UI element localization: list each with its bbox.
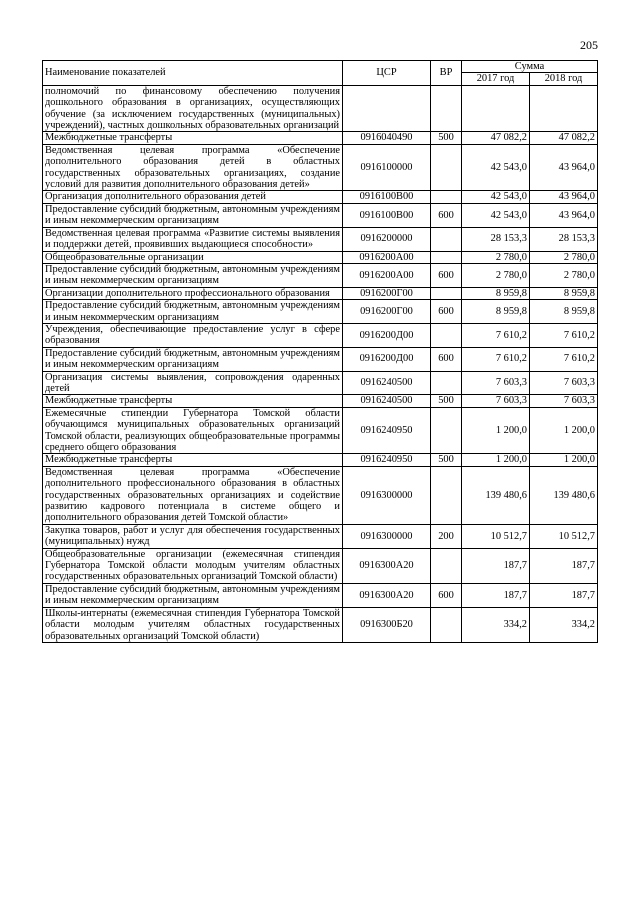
row-csr: 0916100В00 [343,191,431,203]
row-csr: 0916200А00 [343,263,431,287]
header-row-1 [43,61,598,73]
row-name: Закупка товаров, работ и услуг для обеспечения государственных (муниципальных) нужд [43,524,343,548]
row-csr: 0916100В00 [343,203,431,227]
row-vr: 200 [431,524,462,548]
row-vr [431,85,462,132]
row-csr: 0916200А00 [343,251,431,263]
row-vr [431,323,462,347]
row-name: Межбюджетные трансферты [43,395,343,407]
row-sum-2018: 43 964,0 [530,203,598,227]
row-sum-2017 [462,85,530,132]
header-vr: ВР [431,61,462,86]
row-sum-2017: 8 959,8 [462,287,530,299]
row-vr: 600 [431,300,462,324]
row-sum-2018: 43 964,0 [530,191,598,203]
row-name: Ведомственная целевая программа «Обеспечение дополнительного образования детей в областных государственных образовательных организациях, создание условий для развития дополнительного образования детей» [43,144,343,191]
row-sum-2017: 7 610,2 [462,323,530,347]
row-vr: 500 [431,395,462,407]
row-name: Предоставление субсидий бюджетным, автономным учреждениям и иным некоммерческим организациям [43,263,343,287]
row-name: Организация системы выявления, сопровождения одаренных детей [43,371,343,395]
row-sum-2018: 7 603,3 [530,395,598,407]
row-sum-2017: 2 780,0 [462,263,530,287]
row-sum-2017: 47 082,2 [462,132,530,144]
row-sum-2018 [530,85,598,132]
row-vr [431,144,462,191]
row-sum-2017: 187,7 [462,548,530,583]
table-row [43,323,598,347]
row-name: Общеобразовательные организации [43,251,343,263]
table-row [43,263,598,287]
row-vr: 500 [431,454,462,466]
row-vr [431,548,462,583]
row-sum-2018: 187,7 [530,583,598,607]
row-vr [431,287,462,299]
row-sum-2018: 1 200,0 [530,407,598,454]
row-csr: 0916200Д00 [343,323,431,347]
row-name: Учреждения, обеспечивающие предоставление услуг в сфере образования [43,323,343,347]
table-body [43,85,598,642]
row-vr: 600 [431,347,462,371]
row-csr: 0916300000 [343,524,431,548]
row-sum-2017: 8 959,8 [462,300,530,324]
row-name: Общеобразовательные организации (ежемесячная стипендия Губернатора Томской области молодым учителям областных государственных образовательных организаций Томской области) [43,548,343,583]
row-sum-2018: 7 610,2 [530,323,598,347]
row-name: Организации дополнительного профессионального образования [43,287,343,299]
table-row [43,144,598,191]
row-csr: 0916300Б20 [343,607,431,642]
row-sum-2017: 187,7 [462,583,530,607]
row-sum-2018: 1 200,0 [530,454,598,466]
row-name: Межбюджетные трансферты [43,454,343,466]
row-sum-2017: 10 512,7 [462,524,530,548]
row-sum-2018: 8 959,8 [530,287,598,299]
table-row [43,466,598,524]
row-name: полномочий по финансовому обеспечению получения дошкольного образования в организациях, осуществляющих обучение (за исключением государственных (муниципальных) учреждений), частных дошкольных образовательных организаций [43,85,343,132]
row-sum-2018: 2 780,0 [530,263,598,287]
budget-table [42,60,598,643]
table-row [43,251,598,263]
row-name: Ежемесячные стипендии Губернатора Томской области обучающимся муниципальных образовательных организаций Томской области, реализующих общеобразовательные программы среднего общего образования [43,407,343,454]
row-name: Ведомственная целевая программа «Обеспечение дополнительного профессионального образования в областных государственных образовательных организациях и содействие развитию кадрового потенциала в системе общего и дополнительного образования детей Томской области» [43,466,343,524]
table-row [43,300,598,324]
table-row [43,583,598,607]
row-vr: 500 [431,132,462,144]
row-csr [343,85,431,132]
table-row [43,227,598,251]
row-sum-2018: 2 780,0 [530,251,598,263]
header-sum: Сумма [462,61,598,73]
table-row [43,371,598,395]
table-row [43,347,598,371]
row-sum-2017: 2 780,0 [462,251,530,263]
table-row [43,607,598,642]
table-row [43,191,598,203]
row-vr [431,466,462,524]
row-name: Ведомственная целевая программа «Развитие системы выявления и поддержки детей, проявивших выдающиеся способности» [43,227,343,251]
row-sum-2018: 7 603,3 [530,371,598,395]
row-name: Предоставление субсидий бюджетным, автономным учреждениям и иным некоммерческим организациям [43,583,343,607]
table-row [43,85,598,132]
row-sum-2017: 1 200,0 [462,407,530,454]
row-vr [431,251,462,263]
row-sum-2018: 7 610,2 [530,347,598,371]
row-name: Предоставление субсидий бюджетным, автономным учреждениям и иным некоммерческим организациям [43,347,343,371]
table-row [43,548,598,583]
row-name: Предоставление субсидий бюджетным, автономным учреждениям и иным некоммерческим организациям [43,203,343,227]
row-sum-2017: 7 610,2 [462,347,530,371]
row-name: Предоставление субсидий бюджетным, автономным учреждениям и иным некоммерческим организациям [43,300,343,324]
row-sum-2018: 10 512,7 [530,524,598,548]
row-csr: 0916300А20 [343,548,431,583]
row-csr: 0916300А20 [343,583,431,607]
header-year-2017: 2017 год [462,73,530,85]
row-csr: 0916200Д00 [343,347,431,371]
row-vr [431,407,462,454]
row-csr: 0916240500 [343,371,431,395]
row-vr: 600 [431,583,462,607]
row-csr: 0916100000 [343,144,431,191]
table-row [43,524,598,548]
row-sum-2017: 28 153,3 [462,227,530,251]
row-csr: 0916240950 [343,407,431,454]
row-name: Организация дополнительного образования детей [43,191,343,203]
row-vr [431,227,462,251]
row-vr [431,191,462,203]
row-vr [431,607,462,642]
row-sum-2018: 8 959,8 [530,300,598,324]
table-row [43,395,598,407]
row-sum-2017: 42 543,0 [462,144,530,191]
row-csr: 0916300000 [343,466,431,524]
row-sum-2017: 42 543,0 [462,191,530,203]
row-sum-2017: 1 200,0 [462,454,530,466]
row-vr [431,371,462,395]
row-vr: 600 [431,203,462,227]
row-sum-2018: 28 153,3 [530,227,598,251]
header-name: Наименование показателей [43,61,343,86]
row-sum-2018: 43 964,0 [530,144,598,191]
row-csr: 0916240950 [343,454,431,466]
table-row [43,132,598,144]
row-csr: 0916200Г00 [343,300,431,324]
page-number: 205 [580,38,598,52]
row-vr: 600 [431,263,462,287]
row-sum-2018: 139 480,6 [530,466,598,524]
row-sum-2018: 47 082,2 [530,132,598,144]
row-sum-2018: 334,2 [530,607,598,642]
row-sum-2017: 7 603,3 [462,371,530,395]
row-sum-2017: 42 543,0 [462,203,530,227]
table-row [43,287,598,299]
table-row [43,454,598,466]
table-row [43,407,598,454]
table-row [43,203,598,227]
row-csr: 0916200000 [343,227,431,251]
header-year-2018: 2018 год [530,73,598,85]
row-csr: 0916040490 [343,132,431,144]
row-csr: 0916240500 [343,395,431,407]
row-name: Школы-интернаты (ежемесячная стипендия Губернатора Томской области молодым учителям областных государственных образовательных организаций Томской области) [43,607,343,642]
header-csr: ЦСР [343,61,431,86]
row-csr: 0916200Г00 [343,287,431,299]
table-header [43,61,598,86]
row-name: Межбюджетные трансферты [43,132,343,144]
row-sum-2017: 334,2 [462,607,530,642]
row-sum-2017: 7 603,3 [462,395,530,407]
row-sum-2018: 187,7 [530,548,598,583]
row-sum-2017: 139 480,6 [462,466,530,524]
